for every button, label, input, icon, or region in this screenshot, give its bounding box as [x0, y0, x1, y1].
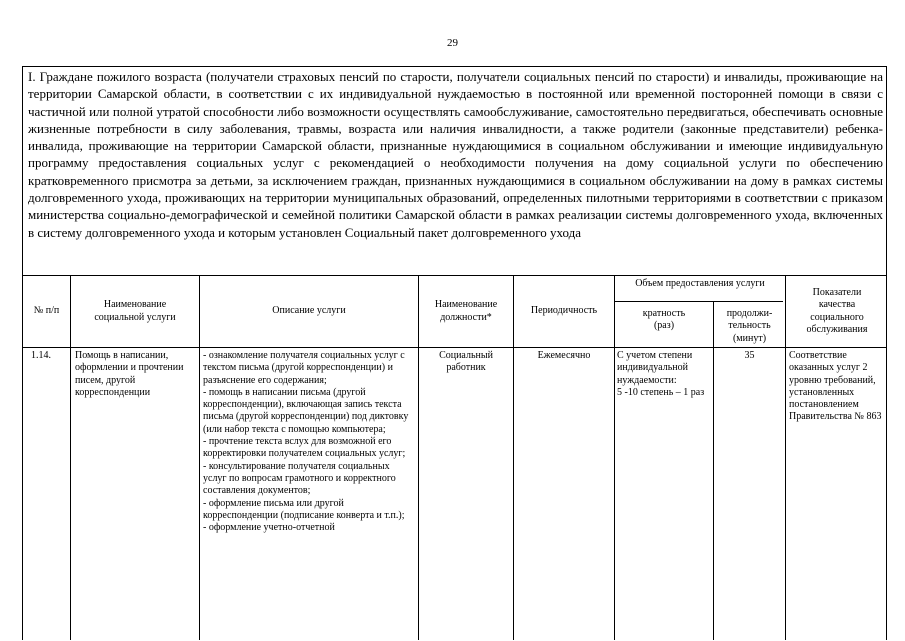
- row-description: - ознакомление получателя социальных услуг с текстом письма (другой корреспонденции) и разъяснение его содержания; - помощь в написании письма (другой корреспонденции), включающая запись текста письма (другой корреспонденции) под диктовку (или набор текста с помощью компьютера; - прочтение текста вслух для возможной его корректировки получателем социальных услуг; - консультирование получателя социальных услуг по вопросам грамотного и корректного составления документов; - оформление письма или другой корреспонденции (подписание конверта и т.п.); - оформление учетно-отчетной: [203, 350, 409, 534]
- header-num: № п/п: [33, 305, 60, 317]
- row-multiplicity: С учетом степени индивидуальной нуждаемости: 5 -10 степень – 1 раз: [617, 350, 705, 398]
- header-periodicity: Периодичность: [530, 305, 598, 317]
- volume-subheader-rule: [614, 301, 783, 302]
- header-quality: Показатели качества социального обслуживания: [806, 286, 868, 335]
- row-position: Социальный работник: [439, 350, 493, 374]
- header-volume-group: Объем предоставления услуги: [635, 278, 765, 289]
- row-num: 1.14.: [31, 350, 51, 361]
- row-duration: 35: [744, 350, 755, 361]
- header-duration: продолжи-тельность (минут): [726, 308, 773, 344]
- header-service-name: Наименование социальной услуги: [94, 299, 176, 323]
- row-quality: Соответствие оказанных услуг 2 уровню требований, установленных постановлением Правительства № 863: [789, 350, 882, 423]
- page-number: 29: [447, 37, 458, 49]
- services-table: [22, 66, 887, 640]
- section-intro: I. Граждане пожилого возраста (получатели страховых пенсий по старости, получатели социальных пенсий по старости) и инвалиды, проживающие на территории Самарской области, в соответствии с их индивидуальной нуждаемостью в постоянной или временной посторонней помощи в связи с частичной или полной утратой способности либо возможности осуществлять самообслуживание, самостоятельно передвигаться, обеспечивать основные жизненные потребности в силу заболевания, травмы, возраста или наличия инвалидности, а также родители (законные представители) ребенка-инвалида, проживающие на территории Самарской области, признанные нуждающимися в социальном обслуживании и имеющие индивидуальную программу предоставления социальных услуг с рекомендацией о необходимости получения на дому социальной услуги по обеспечению кратковременного присмотра за детьми, за исключением граждан, признанных нуждающимися в социальном обслуживании на дому в рамках системы долговременного ухода, проживающих на территории муниципальных образований, определенных пилотными территориями в соответствии с приказом министерства социально-демографической и семейной политики Самарской области в рамках реализации системы долговременного ухода, включенных в систему долговременного ухода и которым установлен Социальный пакет долговременного ухода: [28, 69, 883, 240]
- row-periodicity: Ежемесячно: [537, 350, 591, 361]
- header-bottom-rule: [23, 347, 886, 348]
- header-description: Описание услуги: [272, 305, 346, 317]
- row-service-name: Помощь в написании, оформлении и прочтении писем, другой корреспонденции: [75, 350, 184, 398]
- header-multiplicity: кратность (раз): [642, 308, 686, 332]
- header-position: Наименование должности*: [434, 299, 498, 323]
